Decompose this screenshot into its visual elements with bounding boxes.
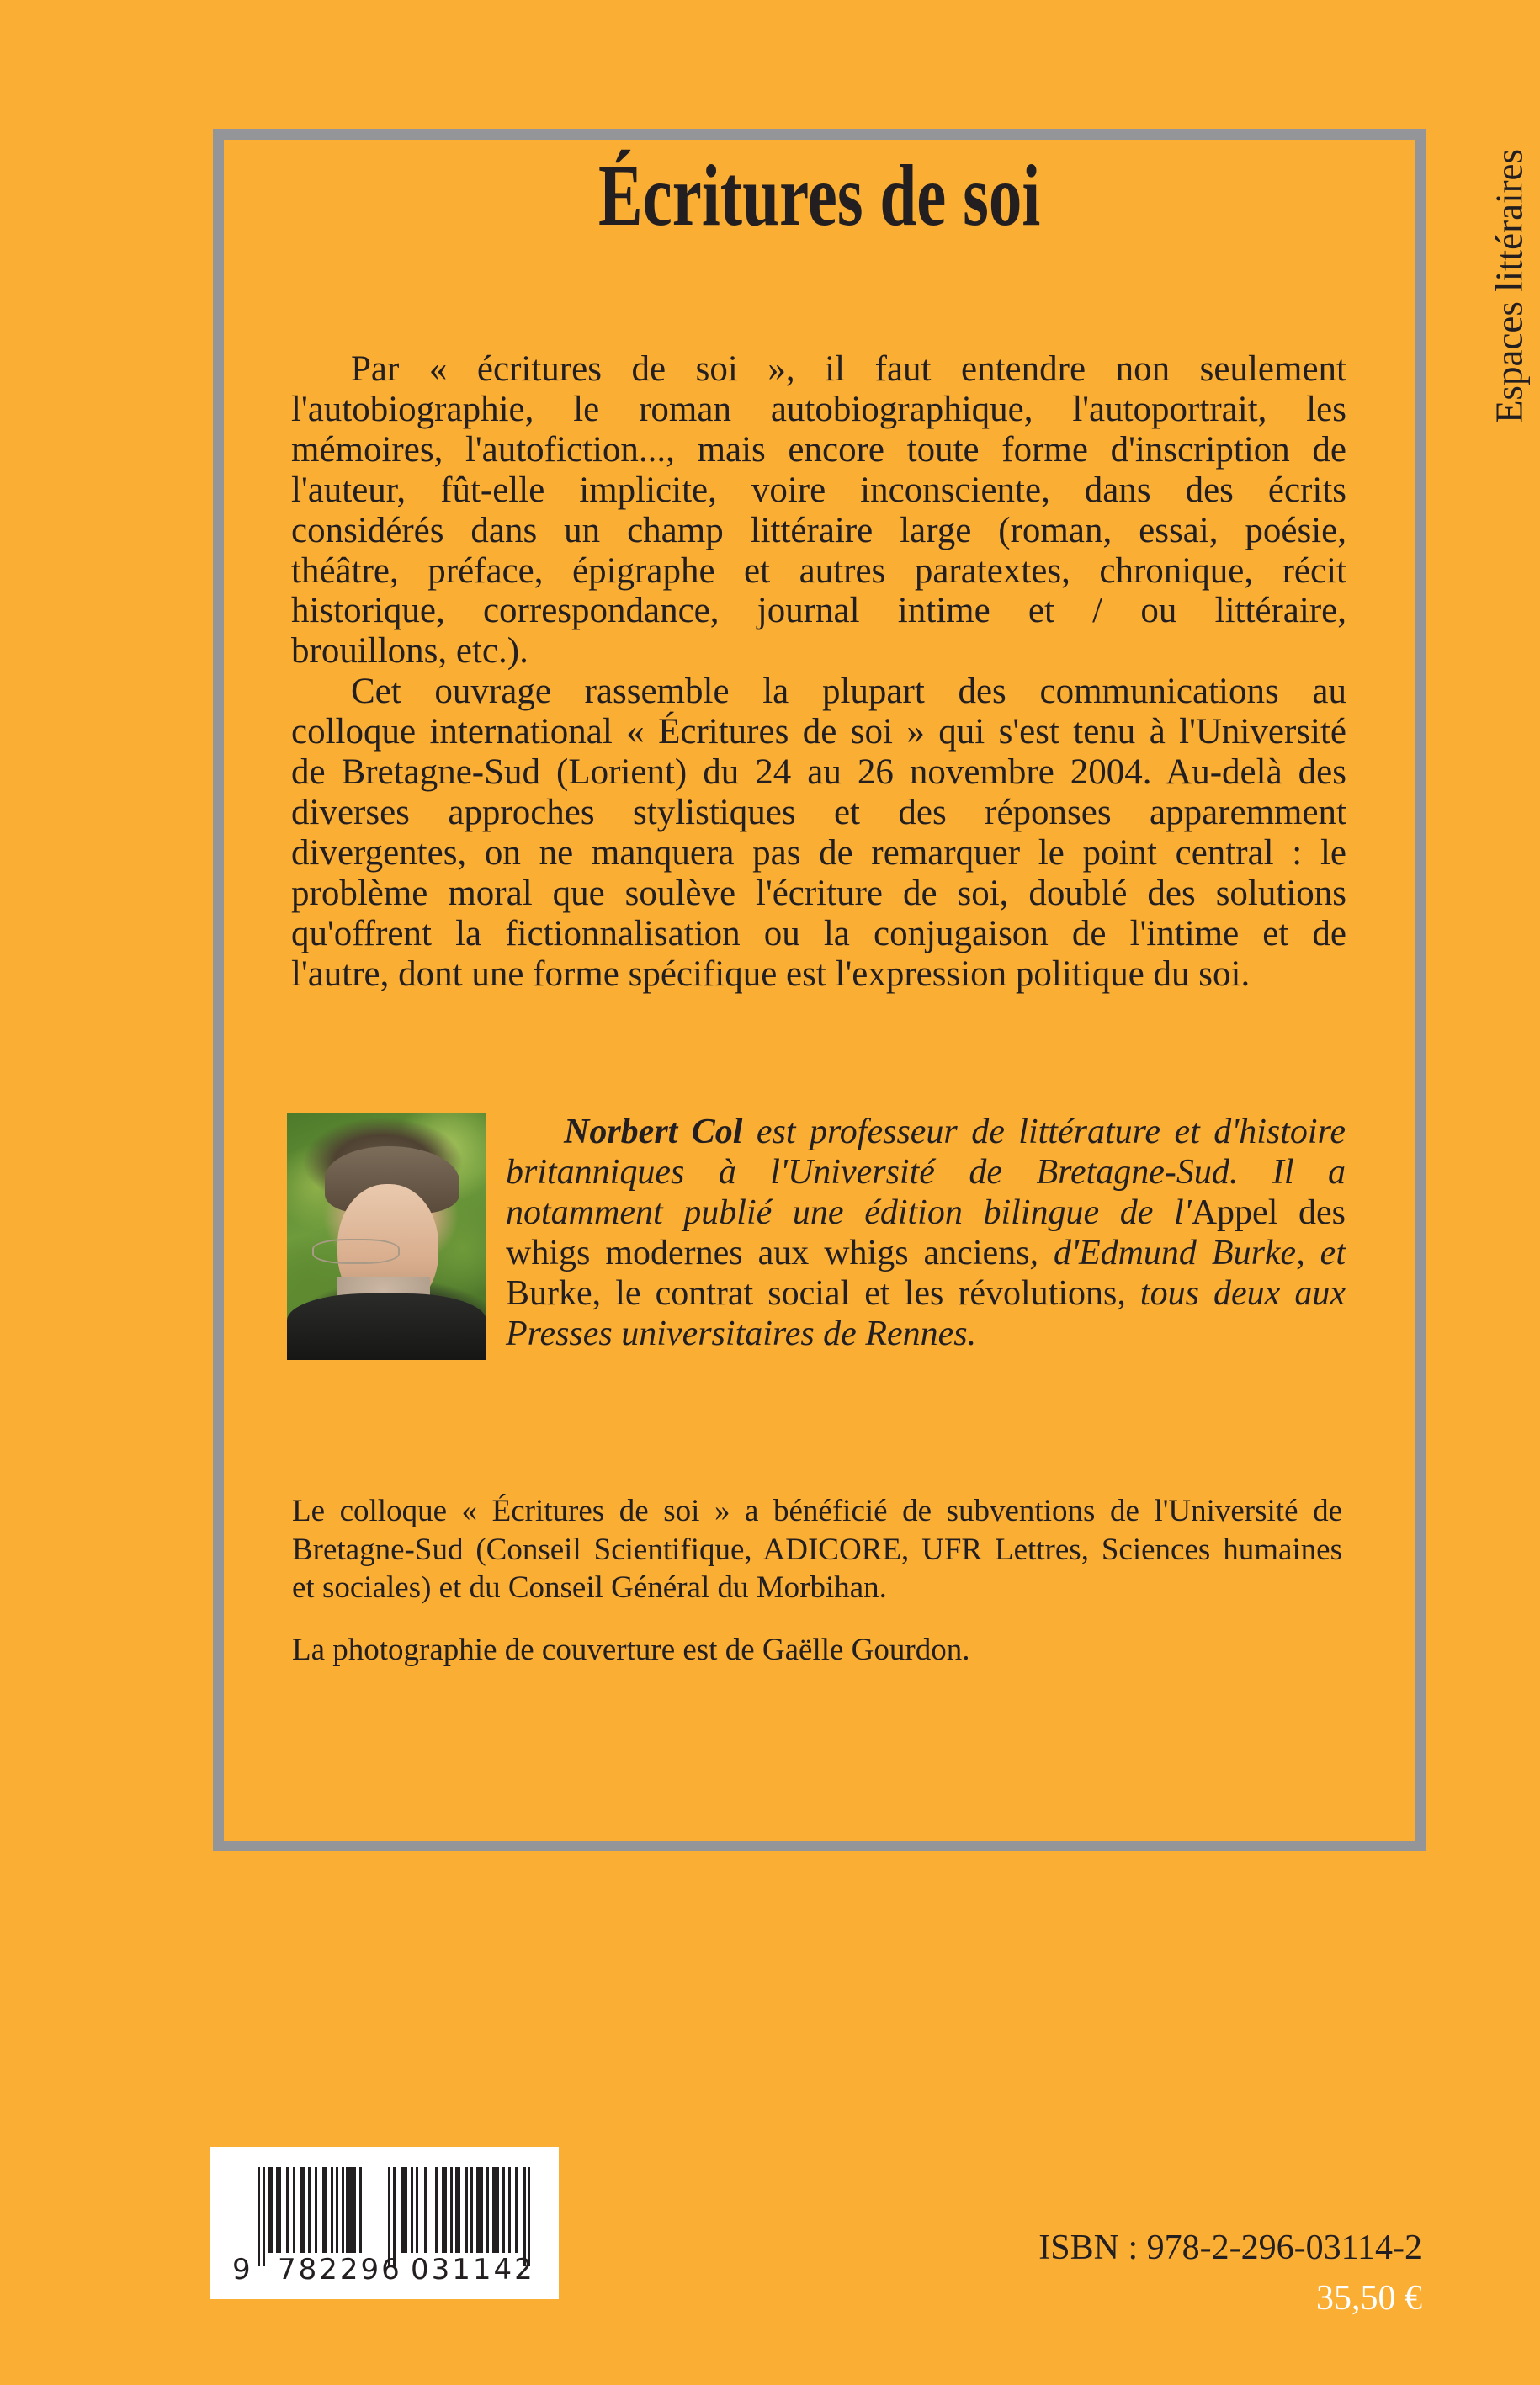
bio-line <box>506 1192 1346 1233</box>
abstract-line: qu'offrent la fictionnalisation ou la conjugaison de l'intime et de <box>291 913 1346 953</box>
barcode-bar <box>476 2167 483 2253</box>
barcode-bar <box>276 2167 281 2253</box>
book-title-reference: whigs modernes aux whigs anciens <box>506 1234 1030 1272</box>
funding-line: Le colloque « Écritures de soi » a bénéficié de subventions de l'Université de <box>292 1494 1342 1528</box>
abstract-line: problème moral que soulève l'écriture de soi, doublé des solutions <box>291 873 1346 913</box>
series-name: Espaces littéraires <box>1488 148 1531 424</box>
barcode-bar <box>435 2167 438 2253</box>
barcode-bar <box>401 2167 407 2253</box>
barcode-guard-bar <box>258 2167 260 2266</box>
abstract-line: l'autobiographie, le roman autobiographique, l'autoportrait, les <box>291 389 1346 429</box>
bio-line <box>506 1314 1346 1354</box>
abstract-line: historique, correspondance, journal intime et / ou littéraire, <box>291 591 1346 631</box>
abstract-line: l'autre, dont une forme spécifique est l'expression politique du soi. <box>291 953 1251 994</box>
price: 35,50 € <box>1316 2279 1422 2318</box>
book-title <box>213 147 1426 244</box>
book-title-reference: Appel des <box>1191 1193 1346 1232</box>
barcode-group-1: 782296 <box>278 2253 402 2287</box>
book-title-text: Écritures de soi <box>598 147 1041 244</box>
barcode-guard-bar <box>388 2167 390 2266</box>
barcode-bar <box>315 2167 317 2253</box>
barcode-bar <box>293 2167 295 2253</box>
funding-line: Bretagne-Sud (Conseil Scientifique, ADICORE, UFR Lettres, Sciences humaines <box>292 1532 1342 1567</box>
bio-text: Presses universitaires de Rennes. <box>506 1315 977 1353</box>
abstract-line: théâtre, préface, épigraphe et autres paratextes, chronique, récit <box>291 550 1346 591</box>
barcode-bar <box>336 2167 338 2253</box>
barcode-bar <box>346 2167 356 2253</box>
isbn-number: ISBN : 978-2-296-03114-2 <box>1038 2228 1422 2267</box>
abstract-paragraph <box>291 349 1346 672</box>
barcode-guard-bar <box>393 2167 396 2266</box>
barcode-bar <box>308 2167 311 2253</box>
barcode-guard-bar <box>263 2167 265 2266</box>
bio-line <box>506 1273 1346 1314</box>
barcode-bar <box>470 2167 473 2253</box>
barcode-bar <box>331 2167 333 2253</box>
series-spine-label <box>1488 125 1531 448</box>
barcode-bar <box>359 2167 362 2253</box>
bio-line <box>506 1112 1346 1152</box>
barcode-bar <box>502 2167 505 2253</box>
author-name: Norbert Col <box>564 1113 743 1151</box>
abstract-line: mémoires, l'autofiction..., mais encore toute forme d'inscription de <box>291 429 1346 470</box>
funding-note <box>292 1492 1342 1607</box>
barcode-bar <box>486 2167 489 2253</box>
isbn-barcode <box>210 2147 559 2299</box>
barcode-bar <box>411 2167 413 2253</box>
abstract-line: Par « écritures de soi », il faut entendre non seulement <box>351 349 1346 389</box>
barcode-bar <box>268 2167 273 2253</box>
barcode-guard-bar <box>528 2167 530 2266</box>
barcode-bar <box>492 2167 499 2253</box>
abstract-line: considérés dans un champ littéraire large (roman, essai, poésie, <box>291 510 1346 550</box>
photo-jacket <box>287 1293 486 1360</box>
abstract-line: colloque international « Écritures de soi » qui s'est tenu à l'Université <box>291 712 1346 752</box>
bio-text: notamment publié une édition bilingue de l' <box>506 1193 1192 1232</box>
abstract-line: l'auteur, fût-elle implicite, voire inconsciente, dans des écrits <box>291 470 1346 510</box>
barcode-bar <box>424 2167 427 2253</box>
abstract-paragraph <box>291 672 1346 994</box>
abstract-line: divergentes, on ne manquera pas de remarquer le point central : le <box>291 832 1346 873</box>
bio-line <box>506 1152 1346 1192</box>
book-title-reference: Burke, le contrat social et les révolutions <box>506 1274 1118 1313</box>
cover-photo-credit: La photographie de couverture est de Gaëlle Gourdon. <box>292 1633 970 1667</box>
abstract-line: Cet ouvrage rassemble la plupart des communications au <box>351 672 1346 712</box>
barcode-bar <box>322 2167 327 2253</box>
bio-line <box>506 1233 1346 1273</box>
barcode-bar <box>300 2167 305 2253</box>
funding-line: et sociales) et du Conseil Général du Morbihan. <box>292 1570 887 1605</box>
bio-text: est professeur de littérature et d'histoire <box>742 1113 1346 1151</box>
photo-glasses <box>312 1239 400 1264</box>
bio-text: britanniques à l'Université de Bretagne-Sud. Il a <box>506 1153 1346 1192</box>
author-bio <box>506 1112 1346 1354</box>
book-abstract <box>291 349 1346 995</box>
barcode-guard-bar <box>523 2167 526 2266</box>
bio-text: , d'Edmund Burke, et <box>1029 1234 1346 1272</box>
barcode-bar <box>442 2167 447 2253</box>
abstract-line: de Bretagne-Sud (Lorient) du 24 au 26 novembre 2004. Au-delà des <box>291 752 1346 793</box>
barcode-group-2: 031142 <box>411 2253 535 2287</box>
barcode-bar <box>450 2167 453 2253</box>
barcode-bar <box>465 2167 468 2253</box>
bio-text: , tous deux aux <box>1117 1274 1346 1313</box>
barcode-bar <box>286 2167 289 2253</box>
author-photo <box>287 1113 486 1360</box>
barcode-bar <box>342 2167 344 2253</box>
abstract-line: brouillons, etc.). <box>291 631 528 672</box>
barcode-bar <box>515 2167 518 2253</box>
barcode-bar <box>508 2167 511 2253</box>
barcode-bar <box>455 2167 460 2253</box>
barcode-lead-digit: 9 <box>232 2253 251 2287</box>
barcode-bar <box>416 2167 418 2253</box>
abstract-line: diverses approches stylistiques et des réponses apparemment <box>291 792 1346 832</box>
